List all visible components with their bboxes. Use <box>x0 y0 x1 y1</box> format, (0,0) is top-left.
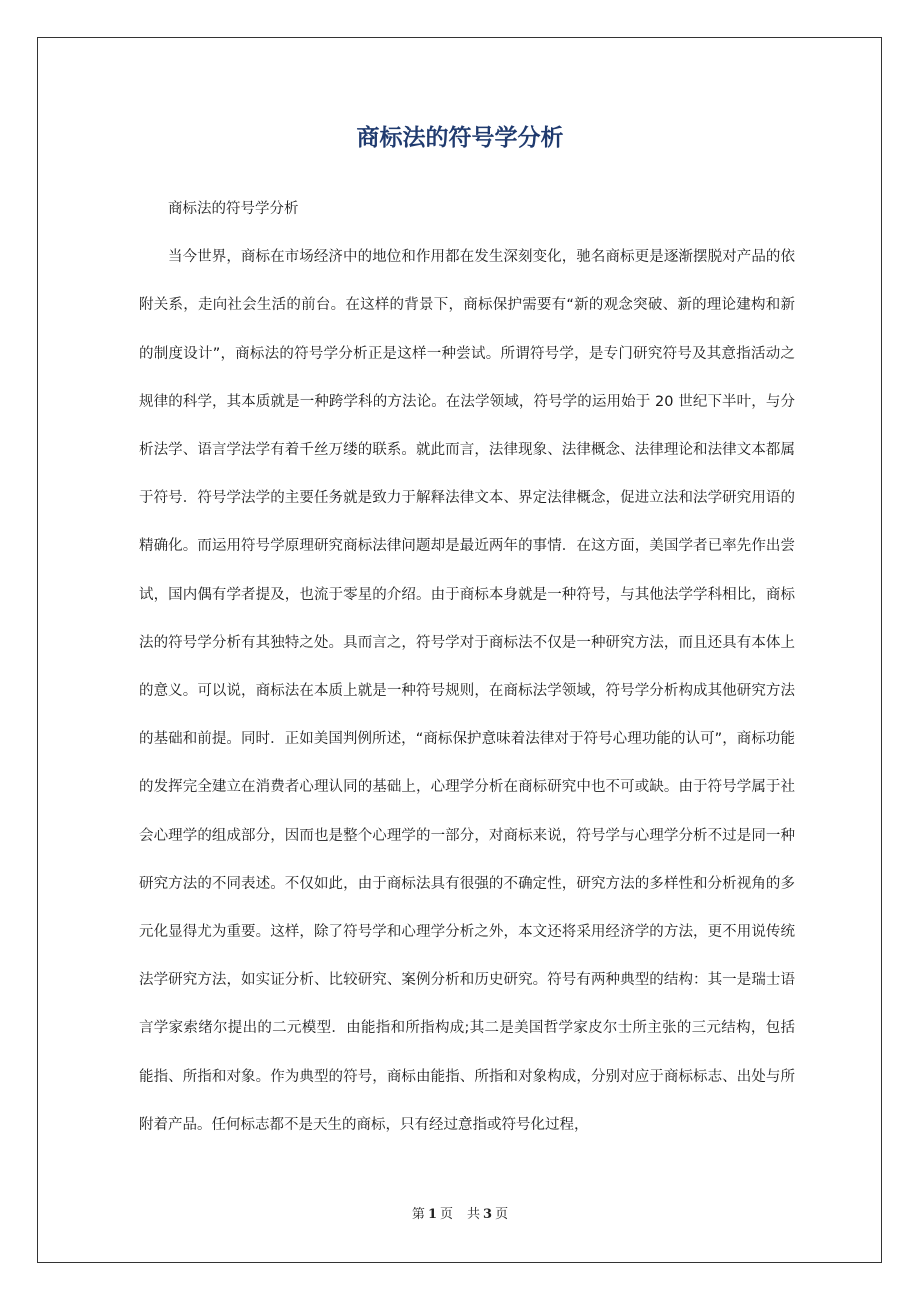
footer-total-pages: 3 <box>483 1207 493 1222</box>
body-paragraph: 当今世界，商标在市场经济中的地位和作用都在发生深刻变化，驰名商标更是逐渐摆脱对产品的依附关系，走向社会生活的前台。在这样的背景下，商标保护需要有“新的观念突破、新的理论建构和新的制度设计”，商标法的符号学分析正是这样一种尝试。所谓符号学，是专门研究符号及其意指活动之规律的科学，其本质就是一种跨学科的方法论。在法学领域，符号学的运用始于 20 世纪下半叶，与分析法学、语言学法学有着千丝万缕的联系。就此而言，法律现象、法律概念、法律理论和法律文本都属于符号．符号学法学的主要任务就是致力于解释法律文本、界定法律概念，促进立法和法学研究用语的精确化。而运用符号学原理研究商标法律问题却是最近两年的事情．在这方面，美国学者已率先作出尝试，国内偶有学者提及，也流于零星的介绍。由于商标本身就是一种符号，与其他法学学科相比，商标法的符号学分析有其独特之处。具而言之，符号学对于商标法不仅是一种研究方法，而且还具有本体上的意义。可以说，商标法在本质上就是一种符号规则，在商标法学领域，符号学分析构成其他研究方法的基础和前提。同时．正如美国判例所述，“商标保护意味着法律对于符号心理功能的认可”，商标功能的发挥完全建立在消费者心理认同的基础上，心理学分析在商标研究中也不可或缺。由于符号学属于社会心理学的组成部分，因而也是整个心理学的一部分，对商标来说，符号学与心理学分析不过是同一种研究方法的不同表述。不仅如此，由于商标法具有很强的不确定性，研究方法的多样性和分析视角的多元化显得尤为重要。这样，除了符号学和心理学分析之外，本文还将采用经济学的方法，更不用说传统法学研究方法，如实证分析、比较研究、案例分析和历史研究。符号有两种典型的结构：其一是瑞士语言学家索绪尔提出的二元模型．由能指和所指构成;其二是美国哲学家皮尔士所主张的三元结构，包括能指、所指和对象。作为典型的符号，商标由能指、所指和对象构成，分别对应于商标标志、出处与所附着产品。任何标志都不是天生的商标，只有经过意指或符号化过程， <box>139 249 795 1133</box>
subtitle-paragraph: 商标法的符号学分析 <box>168 201 299 217</box>
document-body <box>139 185 795 1149</box>
footer-prefix: 第 <box>411 1207 425 1222</box>
page-footer <box>0 1204 920 1226</box>
footer-page-suffix: 页 <box>439 1207 453 1222</box>
footer-total-suffix: 页 <box>495 1207 509 1222</box>
footer-total-prefix: 共 <box>467 1207 481 1222</box>
document-title: 商标法的符号学分析 <box>356 125 564 151</box>
footer-page-number: 1 <box>427 1207 437 1222</box>
